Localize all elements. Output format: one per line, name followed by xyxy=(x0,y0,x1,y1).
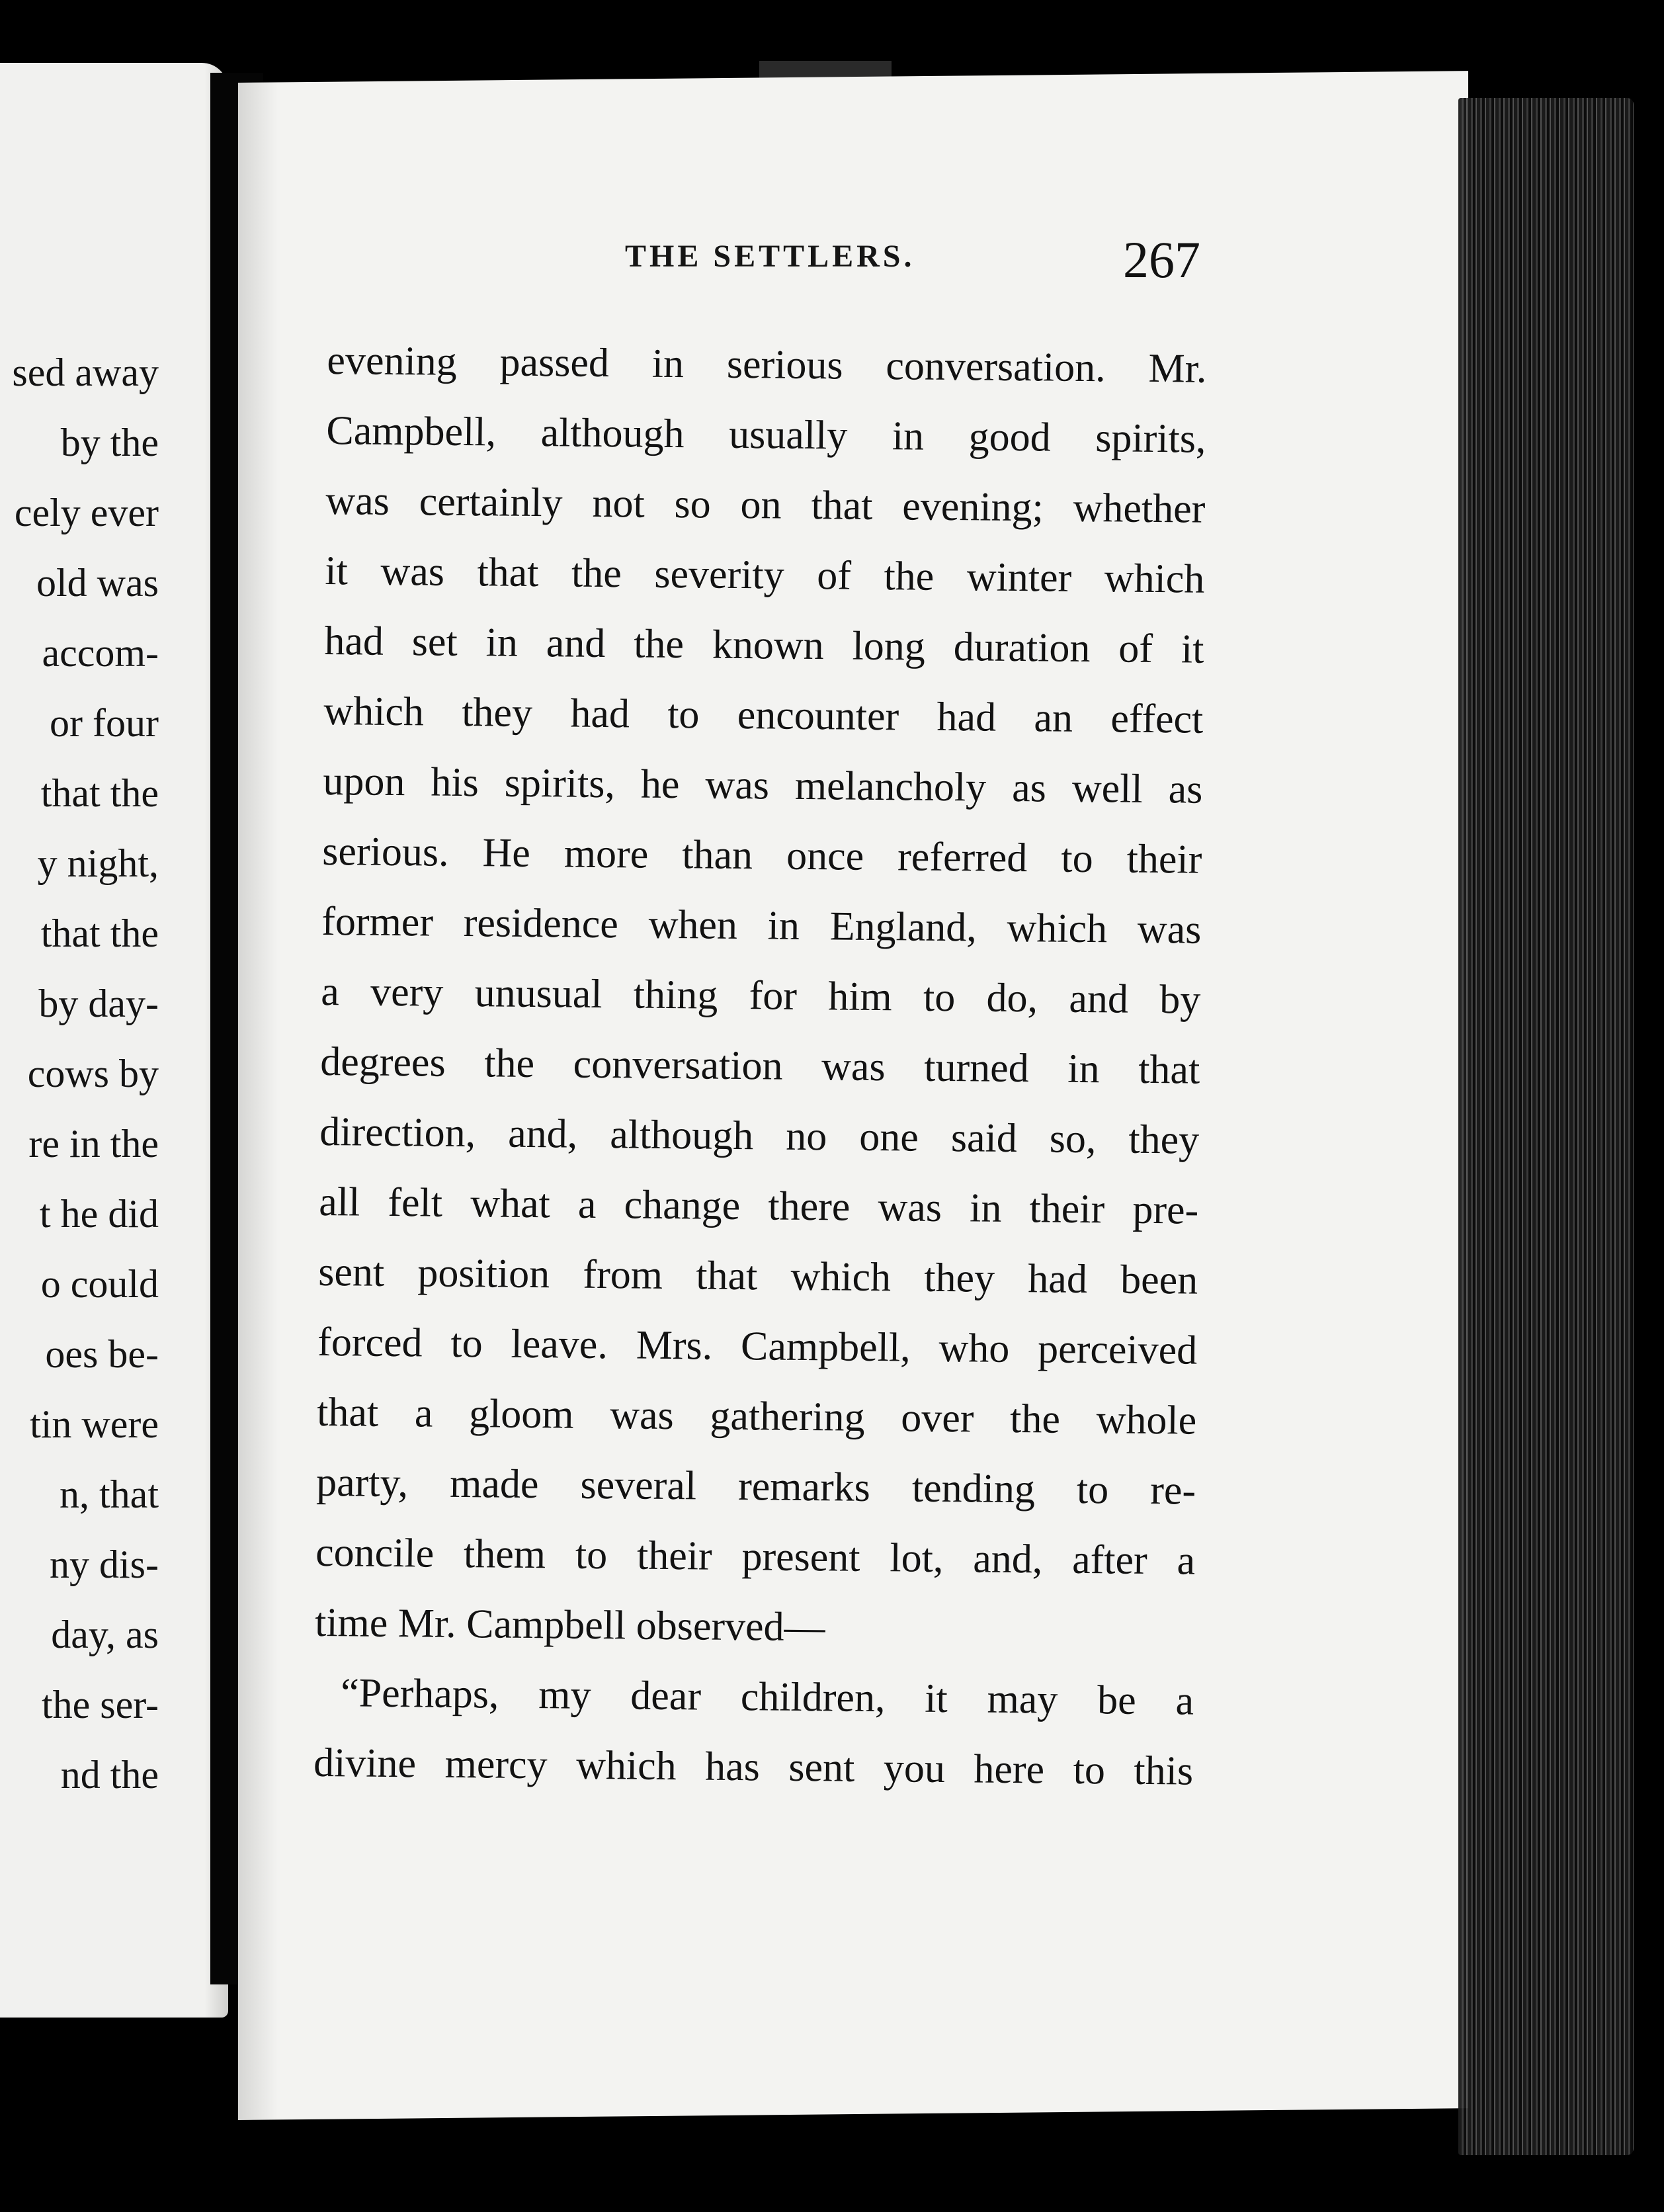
right-gutter-shade xyxy=(238,82,278,2120)
left-line: nd the xyxy=(60,1753,159,1797)
text-line: sent position from that which they had been xyxy=(317,1249,1198,1303)
text-line: it was that the severity of the winter which xyxy=(325,548,1205,602)
left-line: re in the xyxy=(28,1122,159,1166)
text-line: that a gloom was gathering over the whole xyxy=(316,1389,1197,1443)
running-head: THE SETTLERS. xyxy=(625,239,915,274)
text-line: had set in and the known long duration of it xyxy=(324,618,1204,672)
text-line: direction, and, although no one said so, they xyxy=(319,1109,1200,1163)
body-text xyxy=(313,325,1207,1807)
left-line: that the xyxy=(40,771,159,815)
text-line: was certainly not so on that evening; whether xyxy=(325,478,1206,532)
text-line: a very unusual thing for him to do, and by xyxy=(321,968,1201,1023)
left-line: cows by xyxy=(27,1052,159,1095)
text-line: divine mercy which has sent you here to this xyxy=(313,1740,1194,1794)
text-line: forced to leave. Mrs. Campbell, who perceived xyxy=(317,1319,1198,1373)
left-line: cely ever xyxy=(14,491,159,534)
text-line: serious. He more than once referred to their xyxy=(322,828,1202,882)
left-line: ny dis- xyxy=(50,1543,159,1586)
text-line: all felt what a change there was in their pre- xyxy=(318,1179,1199,1233)
left-line: t he did xyxy=(40,1192,159,1236)
text-line: which they had to encounter had an effect xyxy=(323,688,1204,742)
text-line: evening passed in serious conversation. Mr. xyxy=(327,337,1207,392)
left-line: accom- xyxy=(42,631,159,675)
text-line: upon his spirits, he was melancholy as well as xyxy=(323,758,1203,812)
text-line: Campbell, although usually in good spirits, xyxy=(326,407,1206,462)
page-number: 267 xyxy=(1123,231,1200,288)
left-line: sed away xyxy=(12,351,159,394)
left-line: tin were xyxy=(30,1402,159,1446)
left-line: by the xyxy=(60,421,159,464)
left-line: that the xyxy=(40,912,159,955)
left-line: oes be- xyxy=(45,1332,159,1376)
text-line: “Perhaps, my dear children, it may be a xyxy=(340,1670,1194,1724)
left-line: old was xyxy=(36,561,159,605)
text-line: time Mr. Campbell observed— xyxy=(314,1599,825,1650)
left-line: n, that xyxy=(60,1472,159,1516)
left-line: day, as xyxy=(51,1613,159,1656)
text-line: concile them to their present lot, and, after a xyxy=(315,1529,1196,1584)
left-line: o could xyxy=(40,1262,159,1306)
left-page-text xyxy=(12,337,159,1810)
left-page xyxy=(0,63,228,2018)
text-line: party, made several remarks tending to re- xyxy=(315,1459,1196,1513)
left-line: by day- xyxy=(38,982,159,1025)
page-edges-stack xyxy=(1458,98,1634,2155)
text-line: former residence when in England, which was xyxy=(321,898,1202,953)
left-line: or four xyxy=(50,701,159,745)
left-line: y night, xyxy=(37,841,159,885)
text-line: degrees the conversation was turned in that xyxy=(319,1039,1200,1093)
left-line: the ser- xyxy=(41,1683,159,1726)
